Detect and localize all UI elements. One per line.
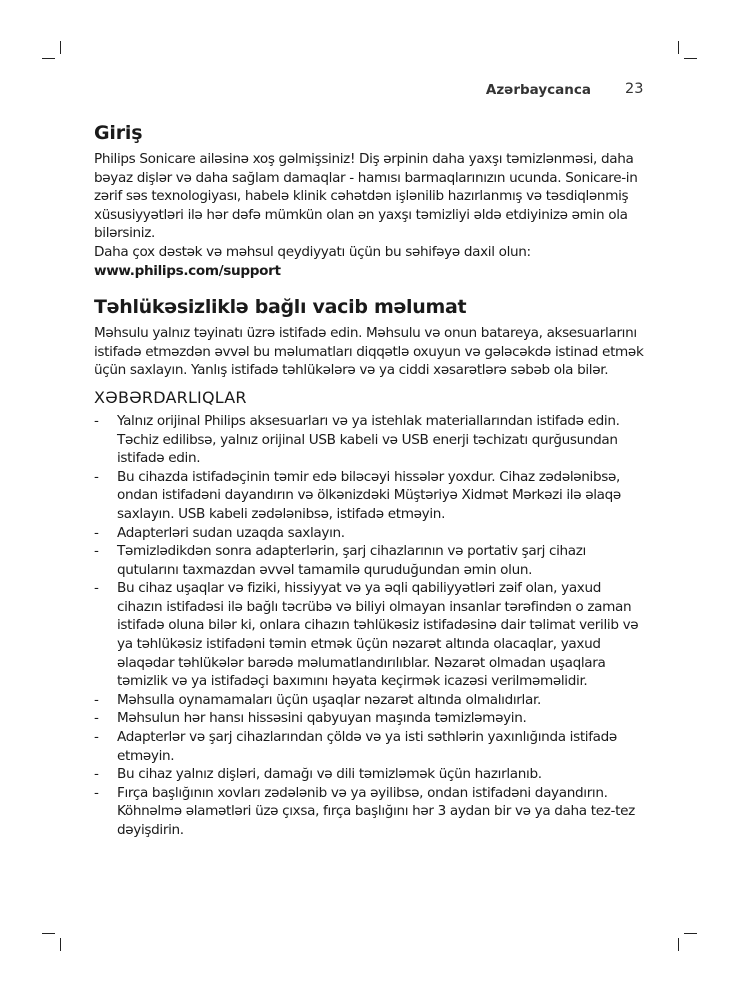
bullet-dash: -: [94, 468, 99, 485]
safety-paragraph: Məhsulu yalnız təyinatı üzrə istifadə edin. Məhsulu və onun batareya, aksesuarlarını istifadə etməzdən əvvəl bu məlumatları diqqətlə oxuyun və gələcəkdə istinad etmək üçün saxlayın. Yanlış istifadə təhlükələrə və ya ciddi xəsarətlərə səbəb ola bilər.: [94, 325, 644, 379]
intro-paragraph: Philips Sonicare ailəsinə xoş gəlmişsiniz! Diş ərpinin daha yaxşı təmizlənməsi, daha bəyaz dişlər və daha sağlam damaqlar - hamısı barmaqlarınızın ucunda. Sonicare-in zərif səs texnologiyası, habelə klinik cəhətdən işlənilib hazırlanmış və təsdiqlənmiş xüsusiyyətləri ilə hər dəfə mümkün olan ən yaxşı təmizliyi əldə etdiyinizə əmin ola bilərsiniz.: [94, 151, 638, 242]
warning-item: [94, 468, 650, 524]
warning-text: Məhsulun hər hansı hissəsini qabyuyan maşında təmizləməyin.: [117, 710, 527, 727]
warning-item: [94, 728, 650, 765]
warning-item: [94, 579, 650, 691]
page-number: 23: [625, 81, 644, 97]
support-paragraph: Daha çox dəstək və məhsul qeydiyyatı üçün bu səhifəyə daxil olun:: [94, 243, 531, 260]
crop-mark-top-left-h: [42, 58, 55, 59]
warnings-heading: XƏBƏRDARLIQLAR: [94, 387, 247, 407]
warning-text: Adapterləri sudan uzaqda saxlayın.: [117, 524, 345, 541]
crop-mark-bottom-left-v: [60, 938, 61, 951]
crop-mark-bottom-left-h: [42, 933, 55, 934]
bullet-dash: -: [94, 580, 99, 597]
warning-text: Adapterlər və şarj cihazlarından çöldə və ya isti səthlərin yaxınlığında istifadə etməyin.: [117, 729, 617, 764]
crop-mark-bottom-right-h: [684, 933, 697, 934]
warning-text: Bu cihaz yalnız dişləri, damağı və dili təmizləmək üçün hazırlanıb.: [117, 766, 542, 783]
support-link[interactable]: www.philips.com/support: [94, 262, 281, 279]
bullet-dash: -: [94, 412, 99, 429]
warning-item: [94, 412, 650, 468]
crop-mark-bottom-right-v: [678, 938, 679, 951]
warning-item: [94, 784, 650, 840]
warning-item: [94, 691, 650, 710]
language-label: Azərbaycanca: [485, 82, 591, 98]
intro-heading: Giriş: [94, 122, 143, 144]
bullet-dash: -: [94, 729, 99, 746]
warning-text: Bu cihaz uşaqlar və fiziki, hissiyyat və ya əqli qabiliyyətləri zəif olan, yaxud cihazın istifadəsi ilə bağlı təcrübə və biliyi olmayan insanlar tərəfindən o zaman istifadə oluna bilər ki, onlara cihazın təhlükəsiz istifadəsinə dair təlimat verilib və ya təhlükəsiz istifadəni təmin etmək üçün nəzarət altında olacaqlar, yaxud əlaqədar təhlükələr barədə məlumatlandırılıblar. Nəzarət olmadan uşaqlara təmizlik və ya istifadəçi baxımını həyata keçirmək icazəsi verilməməlidir.: [117, 580, 639, 690]
warning-text: Yalnız orijinal Philips aksesuarları və ya istehlak materiallarından istifadə edin. Təchiz edilibsə, yalnız orijinal USB kabeli və USB enerji təchizatı qurğusundan istifadə edin.: [117, 412, 620, 467]
warning-item: [94, 765, 650, 784]
warning-item: [94, 524, 650, 543]
bullet-dash: -: [94, 766, 99, 783]
warning-text: Fırça başlığının xovları zədələnib və ya əyilibsə, ondan istifadəni dayandırın. Köhnəlmə əlamətləri üzə çıxsa, fırça başlığını hər 3 aydan bir və ya daha tez-tez dəyişdirin.: [117, 784, 635, 838]
warnings-list: [94, 412, 650, 840]
crop-mark-top-left-v: [60, 41, 61, 54]
safety-heading: Təhlükəsizliklə bağlı vacib məlumat: [94, 296, 467, 319]
bullet-dash: -: [94, 710, 99, 727]
warning-item: [94, 542, 650, 579]
bullet-dash: -: [94, 543, 99, 560]
bullet-dash: -: [94, 524, 99, 541]
warning-item: [94, 709, 650, 728]
bullet-dash: -: [94, 691, 99, 708]
bullet-dash: -: [94, 784, 99, 801]
warning-text: Məhsulla oynamamaları üçün uşaqlar nəzarət altında olmalıdırlar.: [117, 691, 541, 708]
warning-text: Bu cihazda istifadəçinin təmir edə biləcəyi hissələr yoxdur. Cihaz zədələnibsə, ondan istifadəni dayandırın və ölkənizdəki Müştəriyə Xidmət Mərkəzi ilə əlaqə saxlayın. USB kabeli zədələnibsə, istifadə etməyin.: [117, 468, 621, 522]
crop-mark-top-right-h: [684, 58, 697, 59]
page-content: [94, 120, 650, 840]
warning-text: Təmizlədikdən sonra adapterlərin, şarj cihazlarının və portativ şarj cihazı qutularını taxmazdan əvvəl tamamilə quruduğundan əmin olun.: [117, 543, 586, 578]
crop-mark-top-right-v: [678, 41, 679, 54]
running-header: [0, 82, 739, 102]
